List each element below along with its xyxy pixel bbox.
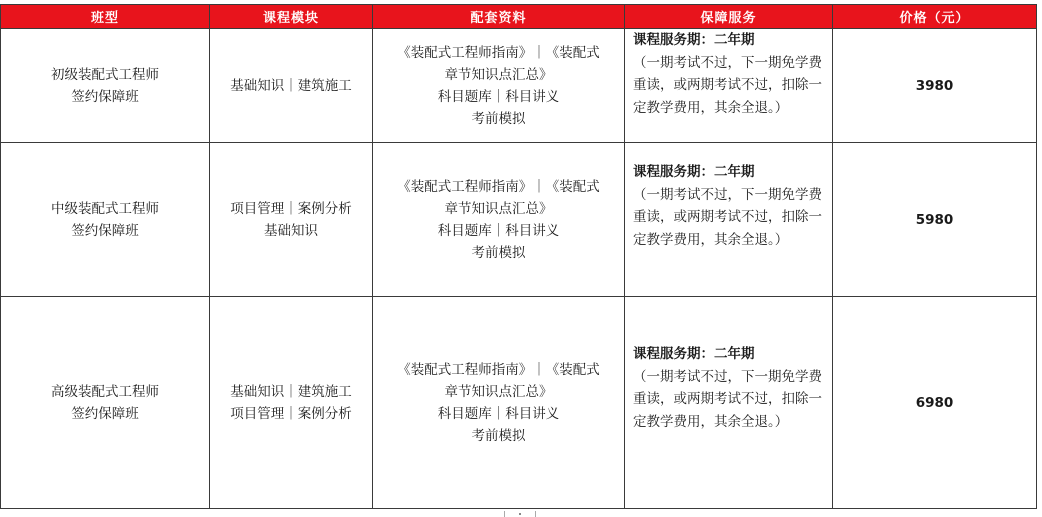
materials-line: 考前模拟 [471, 244, 526, 261]
materials-line: 科目题库｜科目讲义 [437, 88, 560, 105]
materials-cell [373, 143, 625, 297]
materials-line: 章节知识点汇总》 [444, 383, 553, 400]
header-materials: 配套资料 [373, 5, 625, 29]
class-name-line: 签约保障班 [71, 222, 139, 239]
table-header-row [1, 5, 1037, 29]
price-cell: 5980 [833, 143, 1037, 297]
class-type-cell [1, 29, 210, 143]
materials-line: 《装配式工程师指南》｜《装配式 [397, 361, 600, 378]
module-cell [210, 297, 373, 509]
module-line: 项目管理｜案例分析 [230, 200, 352, 217]
materials-cell [373, 297, 625, 509]
materials-line: 章节知识点汇总》 [444, 66, 553, 83]
class-name-line: 签约保障班 [71, 405, 139, 422]
class-name-line: 高级装配式工程师 [51, 383, 159, 400]
module-line: 基础知识 [264, 222, 318, 239]
service-period-title: 课程服务期：二年期 [633, 346, 755, 362]
materials-line: 考前模拟 [471, 427, 526, 444]
table-row [1, 29, 1037, 143]
materials-line: 章节知识点汇总》 [444, 200, 553, 217]
header-service: 保障服务 [625, 5, 833, 29]
table-row [1, 297, 1037, 509]
header-module: 课程模块 [210, 5, 373, 29]
header-class-type: 班型 [1, 5, 210, 29]
table-row [1, 143, 1037, 297]
table-resize-handle[interactable] [504, 511, 536, 517]
materials-line: 科目题库｜科目讲义 [437, 222, 560, 239]
header-price: 价格（元） [833, 5, 1037, 29]
service-cell [625, 29, 833, 143]
class-name-line: 初级装配式工程师 [51, 66, 159, 83]
service-description: （一期考试不过，下一期免学费重读，或两期考试不过，扣除一定教学费用，其余全退。） [633, 54, 822, 116]
service-cell [625, 297, 833, 509]
module-line: 基础知识｜建筑施工 [230, 77, 352, 94]
class-name-line: 签约保障班 [71, 88, 139, 105]
handle-dot-icon [519, 513, 521, 515]
module-line: 基础知识｜建筑施工 [230, 383, 352, 400]
module-cell [210, 143, 373, 297]
materials-line: 《装配式工程师指南》｜《装配式 [397, 178, 600, 195]
class-type-cell [1, 143, 210, 297]
course-price-table [0, 4, 1037, 509]
service-cell [625, 143, 833, 297]
service-description: （一期考试不过，下一期免学费重读，或两期考试不过，扣除一定教学费用，其余全退。） [633, 186, 822, 248]
module-cell [210, 29, 373, 143]
class-name-line: 中级装配式工程师 [51, 200, 159, 217]
service-description: （一期考试不过，下一期免学费重读，或两期考试不过，扣除一定教学费用，其余全退。） [633, 368, 822, 430]
materials-line: 考前模拟 [471, 110, 526, 127]
materials-line: 《装配式工程师指南》｜《装配式 [397, 44, 600, 61]
price-cell: 3980 [833, 29, 1037, 143]
price-cell: 6980 [833, 297, 1037, 509]
materials-line: 科目题库｜科目讲义 [437, 405, 560, 422]
service-period-title: 课程服务期：二年期 [633, 164, 755, 180]
materials-cell [373, 29, 625, 143]
module-line: 项目管理｜案例分析 [230, 405, 352, 422]
service-period-title: 课程服务期：二年期 [633, 32, 755, 48]
class-type-cell [1, 297, 210, 509]
